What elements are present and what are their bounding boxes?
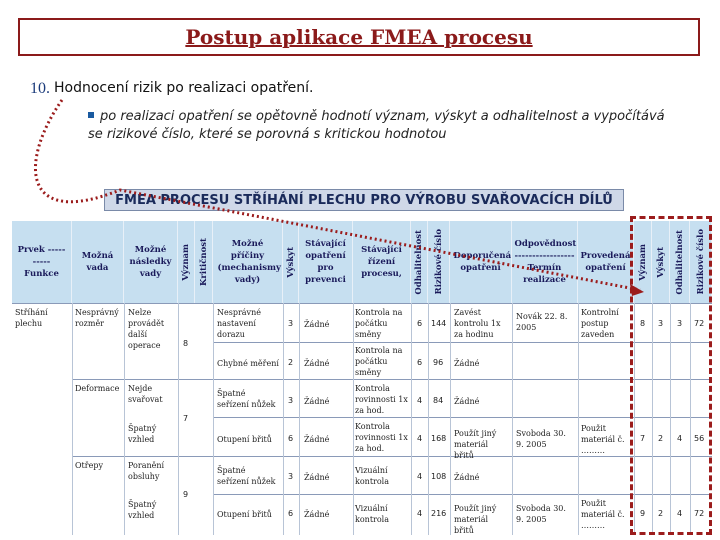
header-kriticnost: Kritičnost: [195, 221, 213, 303]
rizeni-cell: Kontrola rovinnosti 1x za hod.: [355, 422, 408, 453]
reevaluation-highlight-box: [630, 216, 712, 535]
odhal2-cell: 4: [677, 509, 683, 518]
odhal-cell: 6: [417, 319, 423, 328]
header-provedena: Provedená opatření: [578, 221, 634, 303]
pricina-cell: Otupení břitů: [217, 435, 272, 444]
vyskyt-cell: 3: [288, 396, 294, 405]
header-odhalitelnost: Odhalitelnost: [411, 221, 428, 303]
provedena-cell: Použit materiál č. ………: [581, 424, 625, 455]
vyskyt2-cell: 2: [658, 509, 664, 518]
rc-cell: 108: [431, 472, 447, 481]
col-divider: [283, 303, 284, 535]
prevence-cell: Žádné: [304, 510, 330, 519]
header-funkce: Prvek ---------- Funkce: [12, 221, 72, 303]
rc-cell: 168: [431, 434, 447, 443]
odpovednost-cell: Svoboda 30. 9. 2005: [516, 504, 566, 524]
vyskyt-cell: 6: [288, 509, 294, 518]
vada-cell: Nesprávný rozměr: [75, 308, 119, 328]
col-divider: [124, 303, 125, 535]
vyskyt-cell: 6: [288, 434, 294, 443]
odhal-cell: 4: [417, 434, 423, 443]
prevence-cell: Žádné: [304, 359, 330, 368]
rc-cell: 84: [433, 396, 444, 405]
vada-cell: Deformace: [75, 384, 120, 393]
prevence-cell: Žádné: [304, 435, 330, 444]
funkce-cell: Stříhání plechu: [15, 308, 48, 328]
header-odhalitelnost-2: Odhalitelnost: [670, 221, 690, 303]
vada-cell: Otřepy: [75, 461, 103, 470]
slide-title: Postup aplikace FMEA procesu: [185, 25, 533, 49]
col-divider: [428, 303, 429, 535]
rc-cell: 216: [431, 509, 447, 518]
vyznam-cell: 8: [183, 339, 189, 348]
item-number: 10.: [30, 80, 50, 97]
col-divider: [411, 303, 412, 535]
col-divider: [299, 303, 300, 535]
vyznam2-cell: 7: [640, 434, 646, 443]
doporucena-cell: Žádné: [454, 359, 480, 368]
odpovednost-cell: Novák 22. 8. 2005: [516, 312, 568, 332]
odpovednost-cell: Svoboda 30. 9. 2005: [516, 429, 566, 449]
header-vyskyt: Výskyt: [283, 221, 299, 303]
item-text: Hodnocení rizik po realizaci opatření.: [54, 80, 314, 96]
rizeni-cell: Kontrola na počátku směny: [355, 346, 403, 377]
col-divider: [213, 303, 214, 535]
rc2-cell: 56: [694, 434, 705, 443]
doporucena-cell: Žádné: [454, 397, 480, 406]
col-divider: [450, 303, 451, 535]
vyznam2-cell: 9: [640, 509, 646, 518]
nasledek-cell: Poranění obsluhy: [128, 461, 165, 481]
header-prevence: Stávající opatření pro prevenci: [299, 221, 353, 303]
doporucena-cell: Zavést kontrolu 1x za hodinu: [454, 308, 501, 339]
prevence-cell: Žádné: [304, 397, 330, 406]
odhal-cell: 6: [417, 358, 423, 367]
provedena-cell: Kontrolní postup zaveden: [581, 308, 619, 339]
col-divider: [353, 303, 354, 535]
col-divider: [178, 303, 179, 535]
bullet-line2: se rizikové číslo, které se porovná s kritickou hodnotou: [88, 127, 447, 142]
header-rizeni: Stávající řízení procesu,: [353, 221, 411, 303]
pricina-cell: Otupení břitů: [217, 510, 272, 519]
odhal2-cell: 4: [677, 434, 683, 443]
header-doporucena: Doporučená opatření: [450, 221, 512, 303]
fmea-table-image: [12, 183, 712, 535]
header-vyskyt-2: Výskyt: [652, 221, 670, 303]
vyskyt2-cell: 2: [658, 434, 664, 443]
row-divider: [12, 303, 712, 304]
vyskyt-cell: 3: [288, 472, 294, 481]
rizeni-cell: Kontrola na počátku směny: [355, 308, 403, 339]
vyskyt-cell: 2: [288, 358, 294, 367]
col-divider: [512, 303, 513, 535]
rizeni-cell: Vizuální kontrola: [355, 504, 389, 524]
title-box: [18, 18, 700, 56]
header-priciny: Možné příčiny (mechanismy vady): [213, 221, 283, 303]
bullet-text-line1: [88, 107, 708, 127]
col-divider: [72, 303, 73, 535]
rizeni-cell: Kontrola rovinnosti 1x za hod.: [355, 384, 408, 415]
doporucena-cell: Použít jiný materiál břitů: [454, 504, 497, 535]
rc2-cell: 72: [694, 319, 705, 328]
col-divider: [578, 303, 579, 535]
pricina-cell: Špatné seřízení nůžek: [217, 389, 276, 409]
bullet-line1: po realizaci opatření se opětovně hodnotí význam, výskyt a odhalitelnost a vypočítává: [100, 109, 665, 124]
odhal-cell: 4: [417, 472, 423, 481]
header-vada: Možná vada: [72, 221, 124, 303]
nasledek-cell: Nejde svařovat: [128, 384, 163, 404]
pricina-cell: Chybné měření: [217, 359, 279, 368]
header-rizikove-cislo: Rizikové číslo: [428, 221, 450, 303]
nasledek-cell: Nelze provádět další operace: [128, 308, 165, 350]
rc-cell: 96: [433, 358, 444, 367]
header-nasledky: Možné následky vady: [124, 221, 178, 303]
fmea-title: FMEA PROCESU STŘÍHÁNÍ PLECHU PRO VÝROBU SVAŘOVACÍCH DÍLŮ: [104, 189, 624, 211]
rc-cell: 144: [431, 319, 447, 328]
vyznam2-cell: 8: [640, 319, 646, 328]
header-odpovednost: Odpovědnost ----------------- Termín realizace: [512, 221, 578, 303]
odhal-cell: 4: [417, 396, 423, 405]
header-rizikove-cislo-2: Rizikové číslo: [690, 221, 712, 303]
vyznam-cell: 9: [183, 490, 189, 499]
rizeni-cell: Vizuální kontrola: [355, 466, 389, 486]
row-divider: [72, 379, 712, 380]
bullet-square-icon: [88, 112, 94, 118]
pricina-cell: Špatné seřízení nůžek: [217, 466, 276, 486]
prevence-cell: Žádné: [304, 473, 330, 482]
row-divider: [72, 456, 712, 457]
vyskyt-cell: 3: [288, 319, 294, 328]
pricina-cell: Nesprávné nastavení dorazu: [217, 308, 261, 339]
nasledek-cell: Špatný vzhled: [128, 500, 157, 520]
header-vyznam: Význam: [178, 221, 195, 303]
header-vyznam-2: Význam: [634, 221, 652, 303]
doporucena-cell: Použít jiný materiál břitů: [454, 429, 497, 460]
odhal-cell: 4: [417, 509, 423, 518]
provedena-cell: Použit materiál č. ………: [581, 499, 625, 530]
odhal2-cell: 3: [677, 319, 683, 328]
doporucena-cell: Žádné: [454, 473, 480, 482]
vyznam-cell: 7: [183, 414, 189, 423]
nasledek-cell: Špatný vzhled: [128, 424, 157, 444]
vyskyt2-cell: 3: [658, 319, 664, 328]
prevence-cell: Žádné: [304, 320, 330, 329]
rc2-cell: 72: [694, 509, 705, 518]
